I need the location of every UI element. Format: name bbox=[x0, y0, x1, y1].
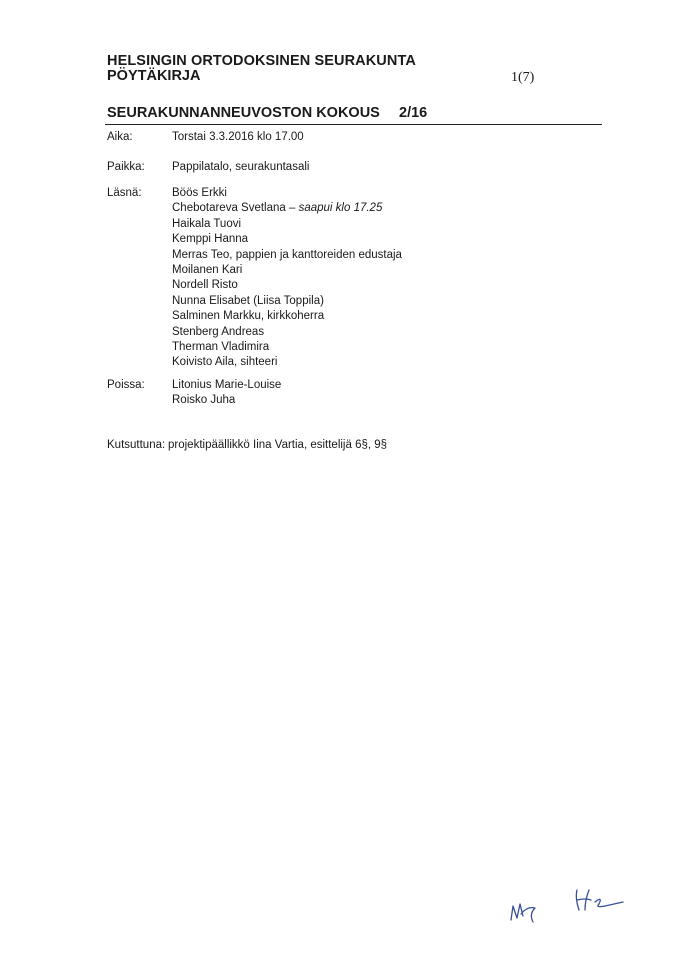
header-divider bbox=[105, 124, 602, 125]
meeting-title: SEURAKUNNANNEUVOSTON KOKOUS bbox=[107, 105, 380, 121]
present-list bbox=[172, 186, 402, 371]
initials-mh-signature bbox=[511, 904, 535, 922]
present-member: Haikala Tuovi bbox=[172, 217, 242, 230]
present-member: Kemppi Hanna bbox=[172, 233, 249, 246]
present-member: Salminen Markku, kirkkoherra bbox=[172, 310, 325, 323]
present-member: Merras Teo, pappien ja kanttoreiden edustaja bbox=[172, 248, 402, 261]
present-member: Nordell Risto bbox=[172, 279, 238, 292]
present-member bbox=[172, 201, 402, 216]
absent-list bbox=[172, 378, 281, 409]
meeting-number: 2/16 bbox=[399, 105, 428, 121]
absent-member: Roisko Juha bbox=[172, 394, 236, 407]
time-label: Aika: bbox=[107, 131, 133, 143]
invited-value: projektipäällikkö Iina Vartia, esittelijä 6§, 9§ bbox=[168, 439, 388, 451]
present-member: Koivisto Aila, sihteeri bbox=[172, 356, 278, 369]
present-label: Läsnä: bbox=[107, 187, 142, 199]
present-member: Moilanen Kari bbox=[172, 264, 243, 277]
invited-label: Kutsuttuna: bbox=[107, 439, 166, 451]
absent-label: Poissa: bbox=[107, 379, 145, 391]
present-member: Nunna Elisabet (Liisa Toppila) bbox=[172, 294, 324, 307]
place-value: Pappilatalo, seurakuntasali bbox=[172, 161, 310, 173]
handwritten-initials bbox=[505, 878, 625, 928]
present-member-name: Chebotareva Svetlana – bbox=[172, 202, 299, 215]
present-member: Stenberg Andreas bbox=[172, 325, 265, 338]
time-value: Torstai 3.3.2016 klo 17.00 bbox=[172, 131, 304, 143]
page-number: 1(7) bbox=[511, 70, 535, 85]
present-member: Therman Vladimira bbox=[172, 341, 270, 354]
organization-name: HELSINGIN ORTODOKSINEN SEURAKUNTA bbox=[107, 53, 416, 69]
absent-member: Litonius Marie-Louise bbox=[172, 379, 282, 391]
place-label: Paikka: bbox=[107, 161, 145, 173]
initials-he-signature bbox=[576, 890, 623, 910]
document-type: PÖYTÄKIRJA bbox=[107, 68, 201, 84]
arrival-note: saapui klo 17.25 bbox=[298, 202, 383, 215]
present-member: Böös Erkki bbox=[172, 187, 227, 199]
